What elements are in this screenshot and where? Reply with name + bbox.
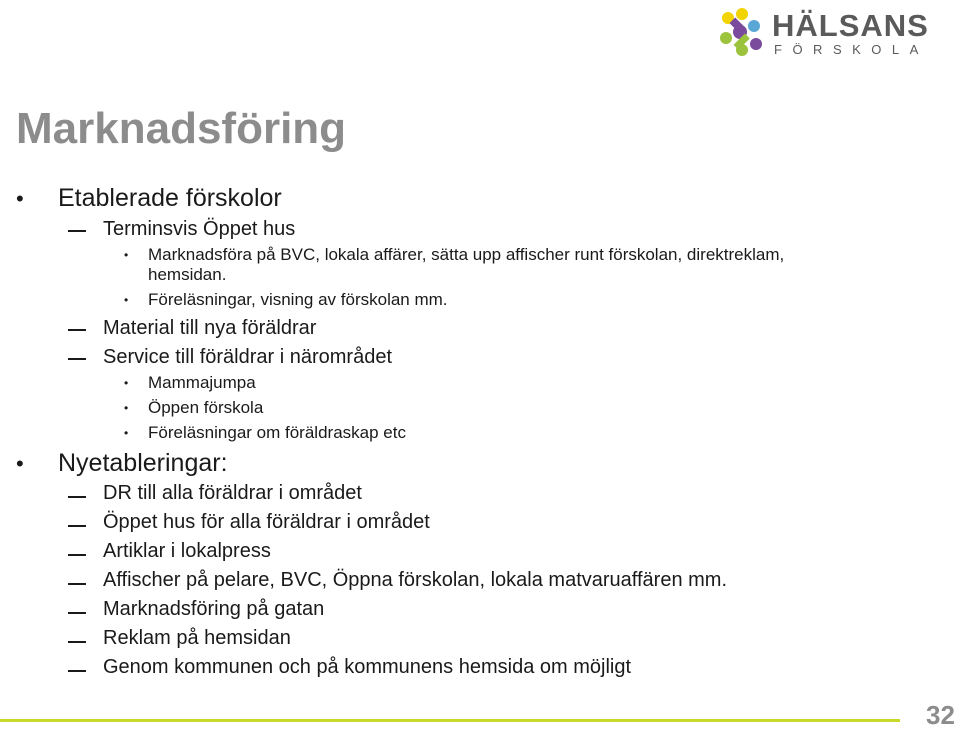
list-subitem: Föreläsningar, visning av förskolan mm.: [148, 290, 448, 309]
list-item: Material till nya föräldrar: [103, 317, 317, 339]
bullet-icon: •: [16, 186, 24, 211]
dash-icon: [68, 670, 86, 672]
dash-icon: [68, 612, 86, 614]
dash-icon: [68, 329, 86, 331]
dash-icon: [68, 358, 86, 360]
logo-name: HÄLSANS: [772, 8, 929, 43]
section-heading: Nyetableringar:: [58, 449, 228, 477]
bullet-icon: •: [16, 451, 24, 476]
list-item: Öppet hus för alla föräldrar i området: [103, 511, 430, 533]
list-subitem: Föreläsningar om föräldraskap etc: [148, 423, 406, 442]
bullet-icon: •: [124, 401, 129, 415]
list-subitem: Marknadsföra på BVC, lokala affärer, sätta upp affischer runt förskolan, direktreklam, hemsidan.: [148, 245, 785, 284]
dash-icon: [68, 525, 86, 527]
list-item: Service till föräldrar i närområdet: [103, 346, 392, 368]
list-subitem: Mammajumpa: [148, 373, 256, 392]
list-item: Terminsvis Öppet hus: [103, 218, 296, 240]
list-item: Genom kommunen och på kommunens hemsida om möjligt: [103, 656, 632, 678]
bullet-icon: •: [124, 376, 129, 390]
list-item: Affischer på pelare, BVC, Öppna förskolan, lokala matvaruaffären mm.: [103, 569, 728, 591]
dash-icon: [68, 554, 86, 556]
dash-icon: [68, 496, 86, 498]
list-item: DR till alla föräldrar i området: [103, 482, 362, 504]
dash-icon: [68, 583, 86, 585]
list-item: Artiklar i lokalpress: [103, 540, 271, 562]
list-item: Marknadsföring på gatan: [103, 598, 325, 620]
slide-title: Marknadsföring: [16, 104, 347, 153]
list-subitem: Öppen förskola: [148, 398, 264, 417]
bullet-icon: •: [124, 293, 129, 307]
logo-subtitle: FÖRSKOLA: [774, 42, 929, 57]
list-item: Reklam på hemsidan: [103, 627, 291, 649]
bullet-icon: •: [124, 426, 129, 440]
page-number: 32: [926, 700, 955, 730]
dash-icon: [68, 641, 86, 643]
bullet-icon: •: [124, 248, 129, 262]
footer-divider: [0, 719, 900, 722]
dash-icon: [68, 230, 86, 232]
section-heading: Etablerade förskolor: [58, 184, 282, 212]
